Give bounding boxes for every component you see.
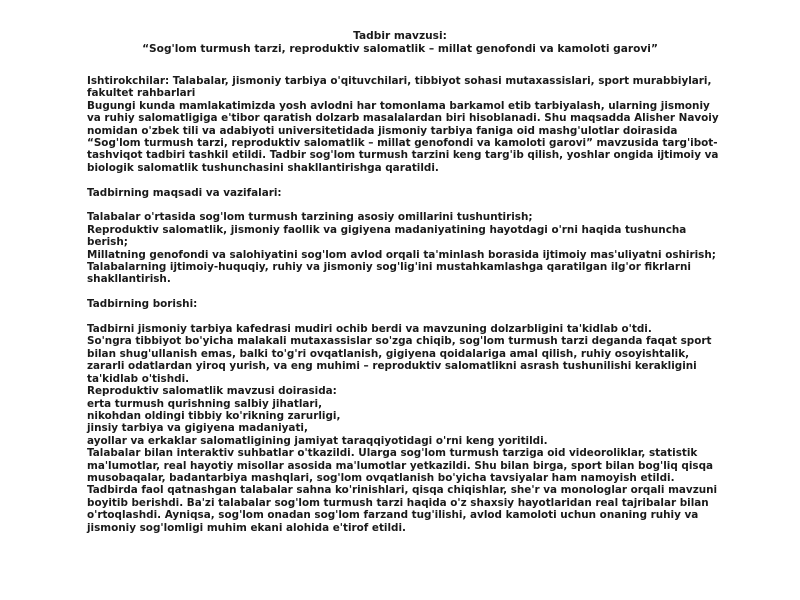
goal-item: Millatning genofondi va salohiyatini sog'lom avlod orqali ta'minlash borasida ijtimoiy mas'uliyatni oshirish; bbox=[87, 248, 716, 261]
goal-item: Reproduktiv salomatlik, jismoniy faollik va gigiyena madaniyatining hayotdagi o'rni haqida tushuncha berish; bbox=[87, 223, 687, 249]
spacer bbox=[87, 286, 727, 298]
course-main-paragraph: So'ngra tibbiyot bo'yicha malakali mutaxassislar so'zga chiqib, sog'lom turmush tarzi deganda faqat sport bilan shug'ullanish emas, balki to'g'ri ovqatlanish, gigiyena qoidalariga amal qilish, ruhiy osoyishtalik, zararli odatlardan yiroq yurish, va eng muhimi – reproduktiv salomatlikni asrash tushunilishi kerakligini ta'kidlab o'tishdi. bbox=[87, 335, 712, 385]
goal-item: Talabalar o'rtasida sog'lom turmush tarzining asosiy omillarini tushuntirish; bbox=[87, 211, 533, 224]
course-opening-paragraph: Tadbirni jismoniy tarbiya kafedrasi mudiri ochib berdi va mavzuning dolzarbligini ta'kidlab o'tdi. bbox=[87, 323, 652, 336]
title-block bbox=[0, 30, 800, 55]
title-label: Tadbir mavzusi: bbox=[353, 30, 447, 42]
closing-paragraph: Tadbirda faol qatnashgan talabalar sahna ko'rinishlari, qisqa chiqishlar, she'r va monologlar orqali mavzuni boyitib berishdi. Ba'zi talabalar sog'lom turmush tarzi haqida o'z shaxsiy hayotlaridan real tajribalar bilan o'rtoqlashdi. Ayniqsa, sog'lom onadan sog'lom farzand tug'ilishi, avlod kamoloti uchun onaning ruhiy va jismoniy sog'lomligi muhim ekani alohida e'tirof etildi. bbox=[87, 484, 718, 534]
intro-paragraph: Bugungi kunda mamlakatimizda yosh avlodni har tomonlama barkamol etib tarbiyalash, ularning jismoniy va ruhiy salomatligiga e'tibor qaratish dolzarb masalalardan biri hisoblanadi. Shu maqsadda Alisher Navoiy nomidan o'zbek tili va adabiyoti universitetidada jismoniy tarbiya faniga oid mashg'ulotlar doirasida “Sog'lom turmush tarzi, reproduktiv salomatlik – millat genofondi va kamoloti garovi” mavzusida targ'ibot-tashviqot tadbiri tashkil etildi. Tadbir sog'lom turmush tarzini keng targ'ib qilish, yoshlar ongida ijtimoiy va biologik salomatlik tushunchasini shakllantirishga qaratildi. bbox=[87, 99, 719, 174]
spacer bbox=[87, 199, 727, 211]
repro-heading: Reproduktiv salomatlik mavzusi doirasida: bbox=[87, 385, 337, 398]
document-body bbox=[87, 75, 727, 534]
interactive-paragraph: Talabalar bilan interaktiv suhbatlar o'tkazildi. Ularga sog'lom turmush tarziga oid videoroliklar, statistik ma'lumotlar, real hayotiy misollar asosida ma'lumotlar yetkazildi. Shu bilan birga, sport bilan bog'liq qisqa musobaqalar, badantarbiya mashqlari, sog'lom ovqatlanish bo'yicha tavsiyalar ham namoyish etildi. bbox=[87, 447, 714, 484]
spacer bbox=[87, 311, 727, 323]
repro-item: erta turmush qurishning salbiy jihatlari, bbox=[87, 397, 323, 410]
participants-paragraph: Ishtirokchilar: Talabalar, jismoniy tarbiya o'qituvchilari, tibbiyot sohasi mutaxassislari, sport murabbiylari, fakultet rahbarlari bbox=[87, 75, 712, 100]
goal-item: Talabalarning ijtimoiy-huquqiy, ruhiy va jismoniy sog'lig'ini mustahkamlashga qaratilgan ilg'or fikrlarni shakllantirish. bbox=[87, 261, 691, 286]
spacer bbox=[87, 174, 727, 186]
course-heading: Tadbirning borishi: bbox=[87, 298, 198, 311]
event-title: “Sog'lom turmush tarzi, reproduktiv salomatlik – millat genofondi va kamoloti garovi” bbox=[142, 42, 658, 55]
goals-heading: Tadbirning maqsadi va vazifalari: bbox=[87, 186, 282, 199]
repro-item: nikohdan oldingi tibbiy ko'rikning zarurligi, bbox=[87, 409, 341, 422]
repro-item: ayollar va erkaklar salomatligining jamiyat taraqqiyotidagi o'rni keng yoritildi. bbox=[87, 434, 548, 447]
repro-item: jinsiy tarbiya va gigiyena madaniyati, bbox=[87, 422, 308, 435]
